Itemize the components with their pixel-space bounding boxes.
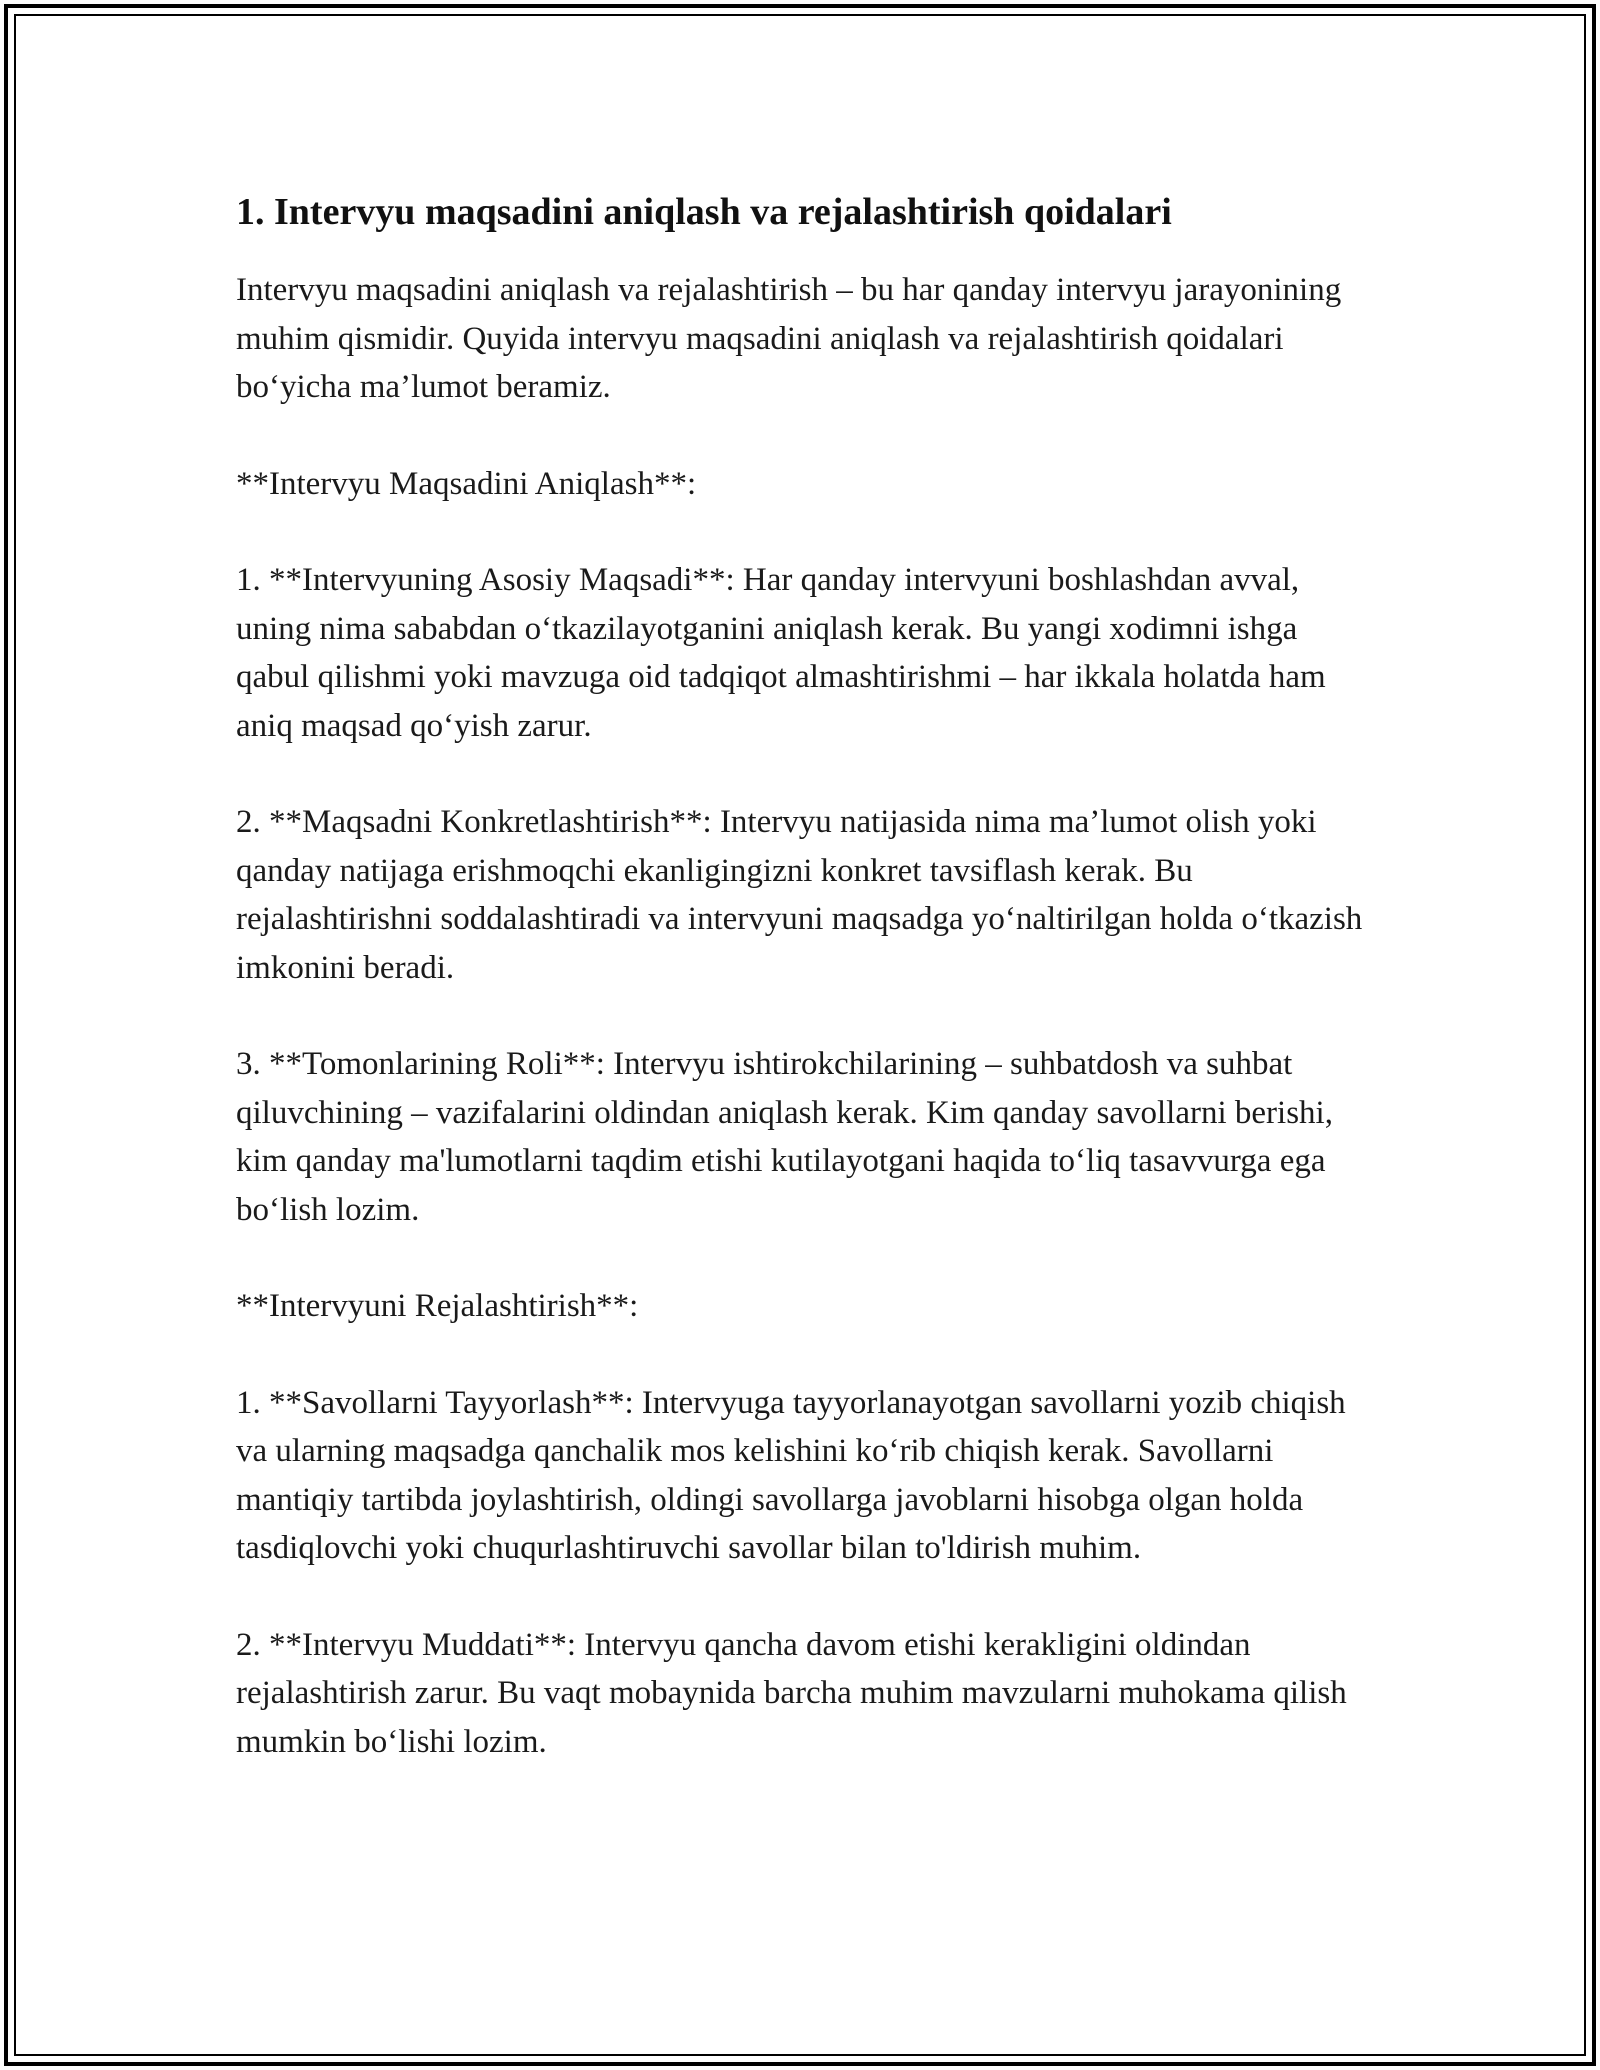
section-heading-aniqlash: **Intervyu Maqsadini Aniqlash**: [236,465,697,502]
list-item-asosiy-maqsadi: 1. **Intervyuning Asosiy Maqsadi**: Har qanday intervyuni boshlashdan avval, uning nima sababdan o‘tkazilayotganini aniqlash kerak. Bu yangi xodimni ishga qabul qilishmi yoki mavzuga oid tadqiqot almashtirishmi – har ikkala holatda ham aniq maqsad qo‘yish zarur. [236,562,1326,744]
list-item-savollar: 1. **Savollarni Tayyorlash**: Intervyuga tayyorlanayotgan savollarni yozib chiqish va ularning maqsadga qanchalik mos kelishini ko‘rib chiqish kerak. Savollarni mantiqiy tartibda joylashtirish, oldingi savollarga javoblarni hisobga olgan holda tasdiqlovchi yoki chuqurlashtiruvchi savollar bilan to'ldirish muhim. [236,1384,1346,1566]
list-item-tomonlar-roli: 3. **Tomonlarining Roli**: Intervyu ishtirokchilarining – suhbatdosh va suhbat qiluvchining – vazifalarini oldindan aniqlash kerak. Kim qanday savollarni berishi, kim qanday ma'lumotlarni taqdim etishi kutilayotgani haqida to‘liq tasavvurga ega bo‘lish lozim. [236,1046,1333,1228]
section-heading-rejalashtirish: **Intervyuni Rejalashtirish**: [236,1288,639,1324]
document-body [236,186,1376,1766]
intro-paragraph: Intervyu maqsadini aniqlash va rejalashtirish – bu har qanday intervyu jarayonining muhim qismidir. Quyida intervyu maqsadini aniqlash va rejalashtirish qoidalari bo‘yicha ma’lumot beramiz. [236,272,1342,405]
list-item-konkretlashtirish: 2. **Maqsadni Konkretlashtirish**: Intervyu natijasida nima ma’lumot olish yoki qanday natijaga erishmoqchi ekanligingizni konkret tavsiflash kerak. Bu rejalashtirishni soddalashtiradi va intervyuni maqsadga yo‘naltirilgan holda o‘tkazish imkonini beradi. [236,804,1363,986]
page-title: 1. Intervyu maqsadini aniqlash va rejalashtirish qoidalari [236,191,1172,233]
list-item-muddati: 2. **Intervyu Muddati**: Intervyu qancha davom etishi kerakligini oldindan rejalashtirish zarur. Bu vaqt mobaynida barcha muhim mavzularni muhokama qilish mumkin bo‘lishi lozim. [236,1626,1347,1760]
